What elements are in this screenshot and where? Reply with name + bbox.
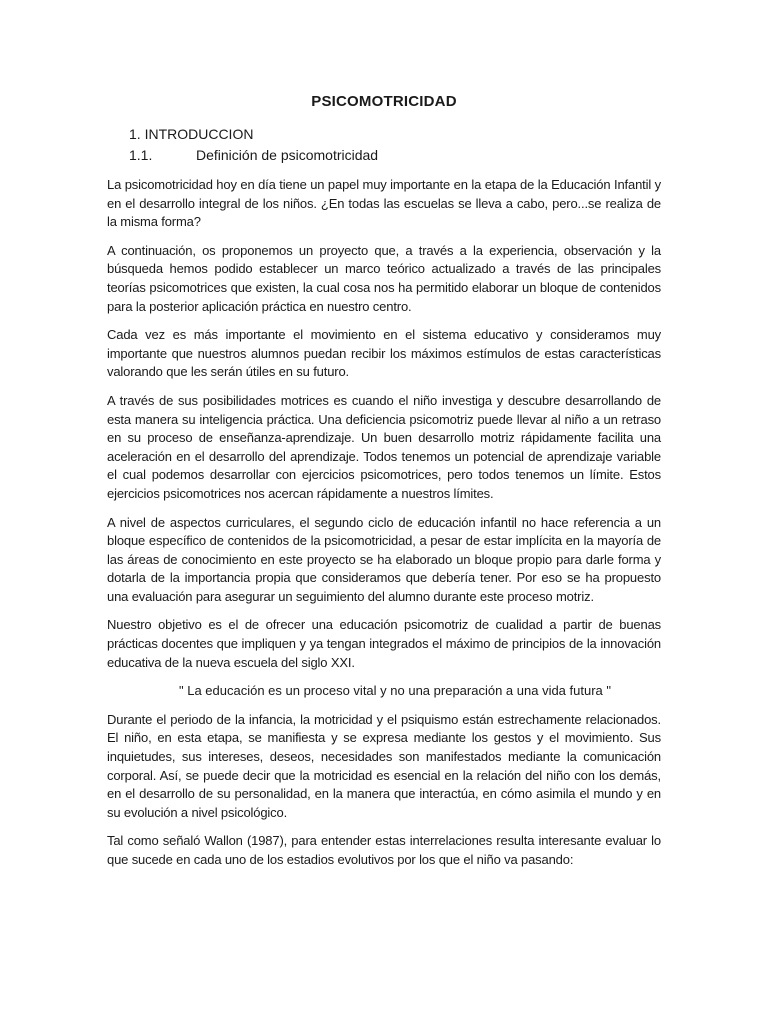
subsection-title: Definición de psicomotricidad	[196, 147, 379, 163]
paragraph: Tal como señaló Wallon (1987), para entender estas interrelaciones resulta interesante evaluar lo que sucede en cada uno de los estadios evolutivos por los que el niño va pasando:	[107, 833, 661, 867]
subsection-heading	[129, 147, 378, 163]
paragraph: A nivel de aspectos curriculares, el segundo ciclo de educación infantil no hace referencia a un bloque específico de contenidos de la psicomotricidad, a pesar de estar implícita en la mayoría de las áreas de conocimiento en este proyecto se ha elaborado un bloque propio para darle forma y dotarla de la importancia propia que consideramos que debería tener. Por eso se ha propuesto una evaluación para asegurar un seguimiento del alumno durante este proceso motriz.	[107, 514, 661, 604]
quote: " La educación es un proceso vital y no una preparación a una vida futura "	[178, 683, 611, 699]
document-body	[107, 176, 661, 880]
paragraph: La psicomotricidad hoy en día tiene un papel muy importante en la etapa de la Educación Infantil y en el desarrollo integral de los niños. ¿En todas las escuelas se lleva a cabo, pero...se realiza de la misma forma?	[107, 177, 661, 230]
subsection-number: 1.1.	[129, 147, 153, 163]
paragraph: Durante el periodo de la infancia, la motricidad y el psiquismo están estrechamente relacionados. El niño, en esta etapa, se manifiesta y se expresa mediante los gestos y el movimiento. Sus inquietudes, sus intereses, deseos, necesidades son manifestados mediante la comunicación corporal. Así, se puede decir que la motricidad es esencial en la relación del niño con los demás, en el desarrollo de su personalidad, en la manera que interactúa, en cómo asimila el mundo y en su evolución a nivel psicológico.	[107, 711, 661, 820]
section-heading-introduccion: 1. INTRODUCCION	[129, 126, 254, 142]
paragraph: A través de sus posibilidades motrices es cuando el niño investiga y descubre desarrollando de esta manera su inteligencia práctica. Una deficiencia psicomotriz puede llevar al niño a un retraso en su proceso de enseñanza-aprendizaje. Un buen desarrollo motriz rápidamente facilita una aceleración en el desarrollo del aprendizaje. Todos tenemos un potencial de aprendizaje variable el cual podemos desarrollar con ejercicios psicomotrices, pero todos tenemos un límite. Estos ejercicios psicomotrices nos acercan rápidamente a nuestros límites.	[107, 392, 661, 501]
document-title: PSICOMOTRICIDAD	[311, 93, 457, 110]
paragraph: Cada vez es más importante el movimiento en el sistema educativo y consideramos muy importante que nuestros alumnos puedan recibir los máximos estímulos de estas características valorando que les serán útiles en su futuro.	[107, 327, 661, 380]
paragraph: A continuación, os proponemos un proyecto que, a través a la experiencia, observación y la búsqueda hemos podido establecer un marco teórico actualizado a través de las principales teorías psicomotrices que existen, la cual cosa nos ha permitido elaborar un bloque de contenidos para la posterior aplicación práctica en nuestro centro.	[107, 242, 661, 314]
paragraph: Nuestro objetivo es el de ofrecer una educación psicomotriz de cualidad a partir de buenas prácticas docentes que impliquen y ya tengan integrados el máximo de principios de la innovación educativa de la nueva escuela del siglo XXI.	[107, 617, 661, 670]
